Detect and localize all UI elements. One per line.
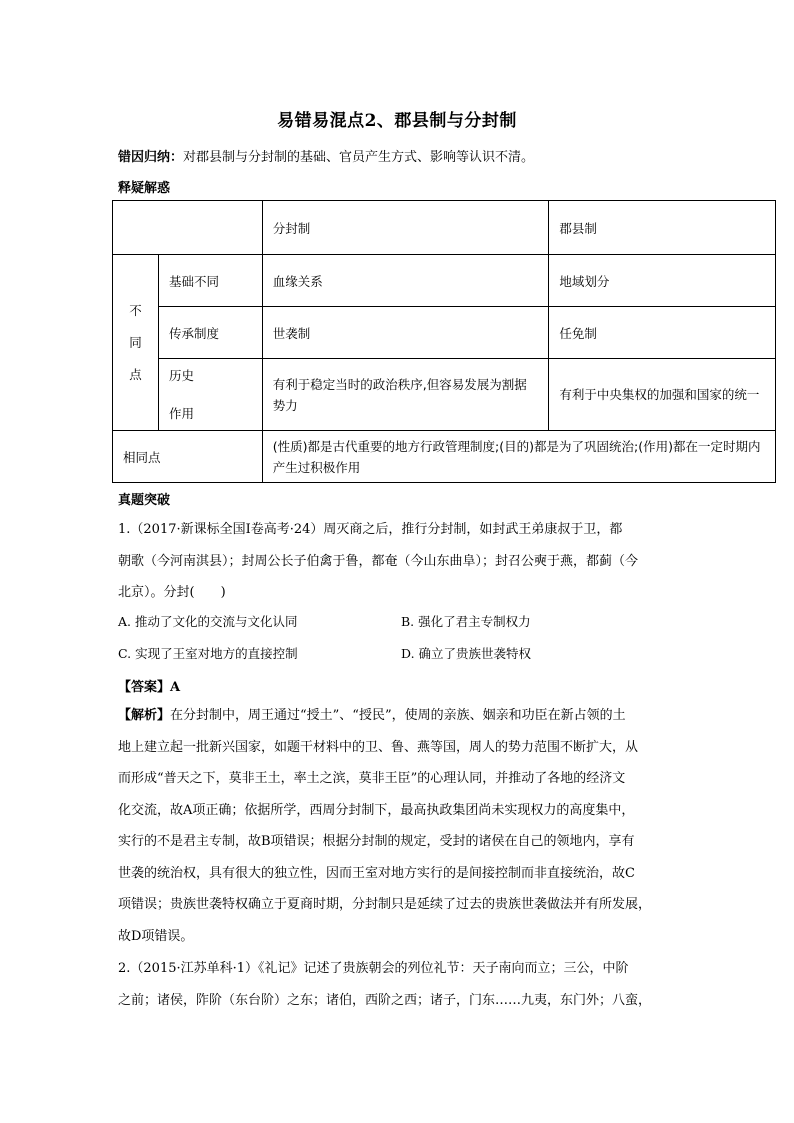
table-header-blank <box>113 201 263 255</box>
fenfeng-cell: 血缘关系 <box>262 255 549 307</box>
comparison-table <box>112 200 776 483</box>
text-line <box>118 700 678 732</box>
text-line: 2.（2015·江苏单科·1）《礼记》记述了贵族朝会的列位礼节：天子南向而立；三公，中阶 <box>118 961 629 976</box>
explain-heading: 释疑解惑 <box>118 181 171 196</box>
option-d: D. 确立了贵族世袭特权 <box>401 646 532 661</box>
table-row <box>113 359 776 431</box>
same-label: 相同点 <box>113 431 263 483</box>
option-a: A. 推动了文化的交流与文化认同 <box>118 614 298 629</box>
row-label: 传承制度 <box>158 307 262 359</box>
option-c: C. 实现了王室对地方的直接控制 <box>118 646 298 661</box>
answer-value: A <box>170 680 181 695</box>
group-char: 同 <box>129 334 142 350</box>
row-label: 基础不同 <box>158 255 262 307</box>
practice-heading: 真题突破 <box>118 493 171 508</box>
table-row <box>113 255 776 307</box>
group-label-differences <box>113 255 159 431</box>
table-row <box>113 431 776 483</box>
text-line: 1.（2017·新课标全国Ⅰ卷高考·24）周灭商之后，推行分封制，如封武王弟康叔于卫，都 <box>118 522 623 537</box>
junxian-cell: 有利于中央集权的加强和国家的统一 <box>549 359 776 431</box>
answer-line <box>118 676 180 695</box>
analysis-label: 【解析】 <box>118 708 171 723</box>
junxian-cell: 任免制 <box>549 307 776 359</box>
analysis-text: 在分封制中，周王通过“授土”、“授民”，使周的亲族、姻亲和功臣在新占领的土 <box>170 708 626 723</box>
question-1-stem <box>118 514 678 609</box>
analysis-block <box>118 700 678 952</box>
group-char: 不 <box>129 302 142 318</box>
text-line: 项错误；贵族世袭特权确立于夏商时期，分封制只是延续了过去的贵族世袭做法并有所发展， <box>118 897 652 912</box>
row-label-part: 历史 <box>168 367 194 383</box>
text-line: 朝歌（今河南淇县）；封周公长子伯禽于鲁，都奄（今山东曲阜）；封召公奭于燕，都蓟（今 <box>118 553 639 569</box>
error-cause-label: 错因归纳： <box>118 150 184 165</box>
text-line: 地上建立起一批新兴国家，如题干材料中的卫、鲁、燕等国，周人的势力范围不断扩大，从 <box>118 739 639 755</box>
question-2-stem <box>118 953 678 1016</box>
group-char: 点 <box>129 366 142 382</box>
text-line: 故D项错误。 <box>118 928 194 944</box>
text-line: 北京）。分封( ) <box>118 585 226 600</box>
text-line: 实行的不是君主专制，故B项错误；根据分封制的规定，受封的诸侯在自己的领地内，享有 <box>118 834 635 849</box>
row-label-part: 作用 <box>168 405 194 421</box>
table-row <box>113 307 776 359</box>
fenfeng-cell: 有利于稳定当时的政治秩序,但容易发展为割据势力 <box>262 359 549 431</box>
option-b: B. 强化了君主专制权力 <box>401 614 531 629</box>
answer-label: 【答案】 <box>118 680 171 695</box>
junxian-cell: 地域划分 <box>549 255 776 307</box>
table-header-row <box>113 201 776 255</box>
same-text: (性质)都是古代重要的地方行政管理制度;(目的)都是为了巩固统治;(作用)都在一定时期内产生过积极作用 <box>262 431 775 483</box>
text-line: 化交流，故A项正确；依据所学，西周分封制下，最高执政集团尚未实现权力的高度集中， <box>118 802 635 818</box>
row-label <box>158 359 262 431</box>
error-cause-line <box>118 146 534 165</box>
table-header-cell: 分封制 <box>262 201 549 255</box>
page-title: 易错易混点2、郡县制与分封制 <box>277 111 517 131</box>
error-cause-text: 对郡县制与分封制的基础、官员产生方式、影响等认识不清。 <box>183 150 535 165</box>
text-line: 而形成“普天之下，莫非王土，率土之滨，莫非王臣”的心理认同，并推动了各地的经济文 <box>118 771 626 786</box>
text-line: 世袭的统治权，具有很大的独立性，因而王室对地方实行的是间接控制而非直接统治，故C <box>118 865 635 881</box>
table-header-cell: 郡县制 <box>549 201 776 255</box>
fenfeng-cell: 世袭制 <box>262 307 549 359</box>
text-line: 之前；诸侯，阼阶（东台阶）之东；诸伯，西阶之西；诸子，门东……九夷，东门外；八蛮， <box>118 992 652 1008</box>
